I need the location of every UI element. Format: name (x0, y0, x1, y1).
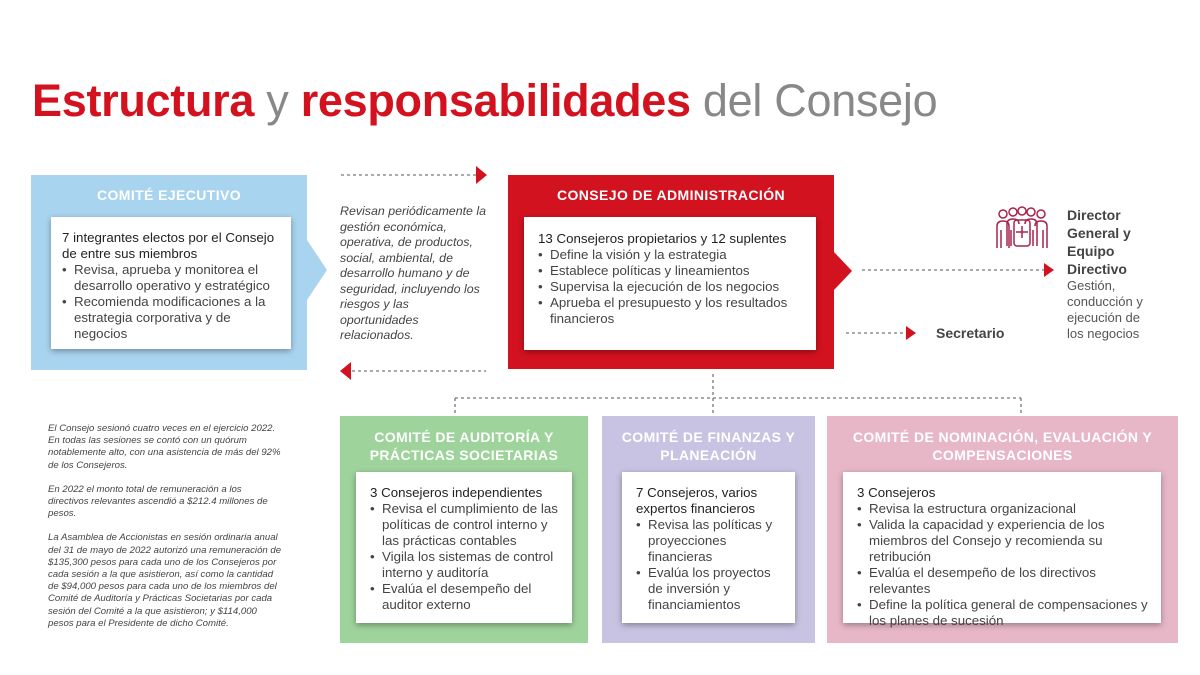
director-desc: Gestión, conducción y ejecución de los negocios (1067, 278, 1143, 341)
notes-block (48, 423, 284, 630)
arrow-to-comite-head (340, 362, 351, 380)
auditoria-header: COMITÉ DE AUDITORÍA Y PRÁCTICAS SOCIETARIAS (369, 429, 559, 463)
auditoria-card (356, 472, 572, 623)
director-block (1067, 206, 1187, 342)
director-title: Director General y Equipo Directivo (1067, 207, 1131, 277)
title-part-del-consejo: del Consejo (690, 75, 938, 126)
finanzas-card (622, 472, 795, 623)
finanzas-lead: 7 Consejeros, varios expertos financieros (636, 485, 758, 516)
arrow-to-secretario-head (906, 326, 916, 340)
list-item: • Recomienda modificaciones a la estrategia corporativa y de negocios (62, 294, 281, 342)
consejo-card (524, 217, 816, 350)
auditoria-lead: 3 Consejeros independientes (370, 485, 543, 500)
title-part-responsabilidades: responsabilidades (300, 75, 691, 126)
comite-ejecutivo-card (51, 217, 291, 349)
list-item: • Supervisa la ejecución de los negocios (538, 279, 806, 295)
list-item: • Define la visión y la estrategia (538, 247, 806, 263)
list-item: • Evalúa el desempeño de los directivos relevantes (857, 565, 1153, 597)
comite-ejecutivo-header: COMITÉ EJECUTIVO (96, 187, 242, 203)
team-icon (994, 204, 1050, 252)
list-item: • Vigila los sistemas de control interno y auditoría (370, 549, 564, 581)
list-item: • Define la política general de compensaciones y los planes de sucesión (857, 597, 1153, 629)
consejo-arrow (834, 252, 854, 290)
review-text: Revisan periódicamente la gestión económica, operativa, de productos, social, ambiental, de desarrollo humano y de seguridad, incluyendo los riesgos y las oportunidades relacionados. (340, 204, 487, 342)
list-item: • Revisa la estructura organizacional (857, 501, 1153, 517)
list-item: • Evalúa los proyectos de inversión y financiamientos (636, 565, 789, 613)
arrow-to-consejo-head (476, 166, 487, 184)
note-assembly: La Asamblea de Accionistas en sesión ordinaria anual del 31 de mayo de 2022 autorizó una remuneración de $135,300 pesos para cada uno de los Consejeros por cada sesión a la que asistieron, así como la cantidad de $94,000 pesos para cada uno de los miembros del Comité de Auditoría y Prácticas Societarias por cada sesión del Comité a la que asistieron; y $114,000 pesos para el Presidente de dicho Comité. (48, 532, 282, 629)
finanzas-header: COMITÉ DE FINANZAS Y PLANEACIÓN (621, 429, 796, 463)
note-sessions: El Consejo sesionó cuatro veces en el ejercicio 2022. En todas las sesiones se contó con un quórum notablemente alto, con una asistencia de más del 92% de los Consejeros. (48, 423, 281, 471)
comite-ejecutivo-arrow (307, 240, 329, 300)
list-item: • Revisa las políticas y proyecciones financieras (636, 517, 789, 565)
list-item: • Evalúa el desempeño del auditor externo (370, 581, 564, 613)
note-remuneration: En 2022 el monto total de remuneración a los directivos relevantes ascendió a $212.4 millones de pesos. (48, 483, 268, 520)
list-item: • Revisa, aprueba y monitorea el desarrollo operativo y estratégico (62, 262, 281, 294)
title-part-y: y (254, 75, 301, 126)
comite-ejecutivo-lead: 7 integrantes electos por el Consejo de entre sus miembros (62, 230, 275, 261)
list-item: • Valida la capacidad y experiencia de los miembros del Consejo y recomienda su retribución (857, 517, 1153, 565)
arrow-to-director-head (1044, 263, 1054, 277)
list-item: • Establece políticas y lineamientos (538, 263, 806, 279)
title-part-estructura: Estructura (32, 75, 255, 126)
consejo-lead: 13 Consejeros propietarios y 12 suplentes (538, 231, 787, 246)
secretario-label: Secretario (936, 325, 1005, 341)
consejo-header: CONSEJO DE ADMINISTRACIÓN (556, 187, 786, 203)
nominacion-header: COMITÉ DE NOMINACIÓN, EVALUACIÓN Y COMPENSACIONES (852, 429, 1153, 463)
list-item: • Aprueba el presupuesto y los resultados financieros (538, 295, 806, 327)
nominacion-lead: 3 Consejeros (857, 485, 936, 500)
nominacion-card (843, 472, 1161, 628)
list-item: • Revisa el cumplimiento de las políticas de control interno y las prácticas contables (370, 501, 564, 549)
